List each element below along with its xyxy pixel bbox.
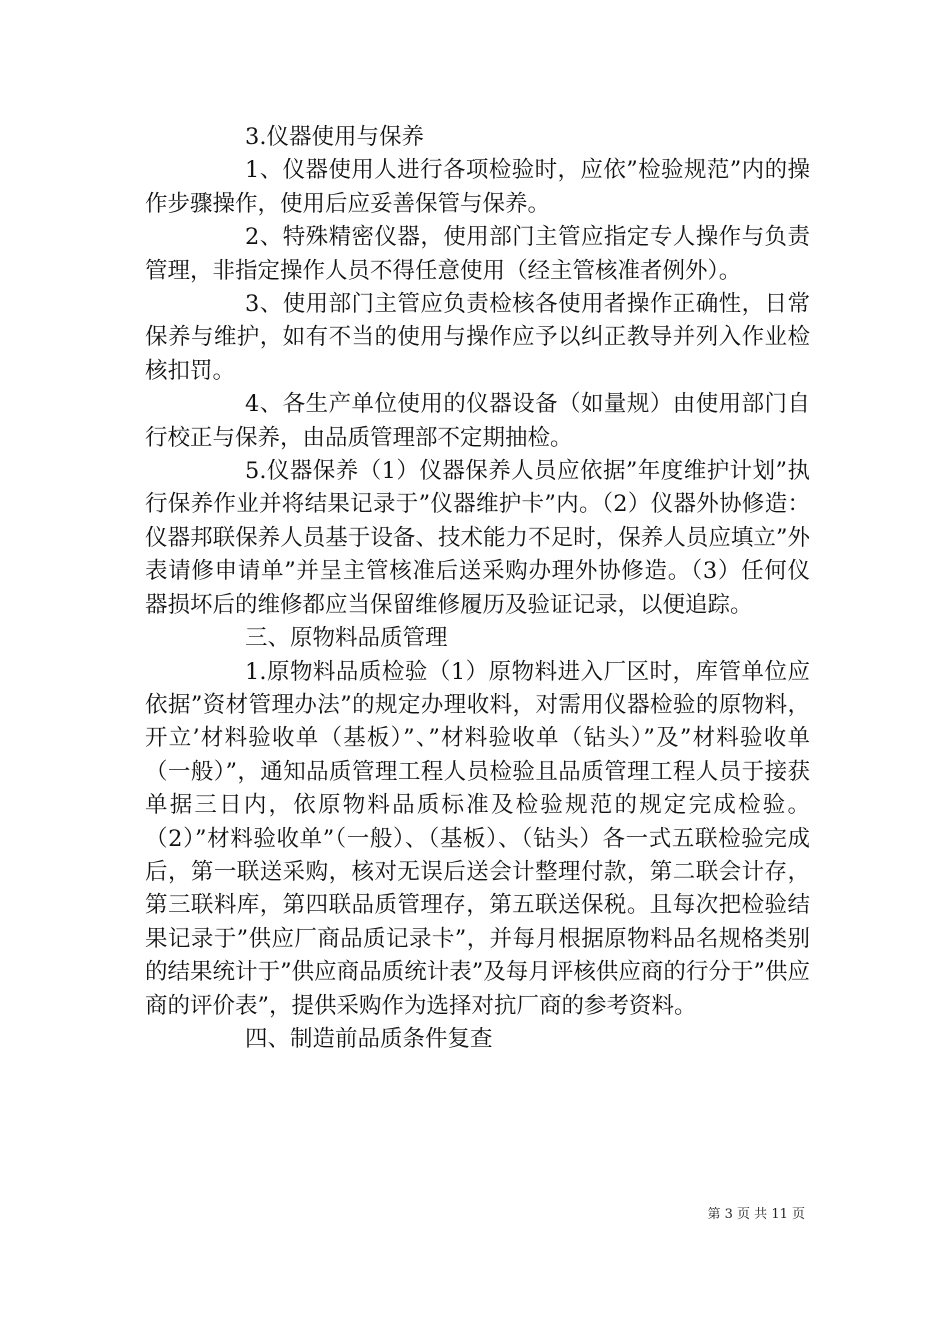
- paragraph-4: 4、各生产单位使用的仪器设备（如量规）由使用部门自行校正与保养，由品质管理部不定期抽检。: [145, 391, 810, 451]
- paragraph-2: 2、特殊精密仪器，使用部门主管应指定专人操作与负责管理，非指定操作人员不得任意使用（经主管核准者例外）。: [145, 224, 810, 284]
- paragraph-5: 5.仪器保养（1）仪器保养人员应依据”年度维护计划”执行保养作业并将结果记录于”仪器维护卡”内。（2）仪器外协修造：仪器邦联保养人员基于设备、技术能力不足时，保养人员应填立”外表请修申请单”并呈主管核准后送采购办理外协修造。（3）任何仪器损坏后的维修都应当保留维修履历及验证记录，以便追踪。: [145, 458, 810, 618]
- section-heading-raw-materials: 三、原物料品质管理: [245, 625, 448, 652]
- document-body: [145, 121, 810, 1056]
- section-heading-pre-manufacturing: 四、制造前品质条件复查: [245, 1025, 493, 1052]
- paragraph-1: 1、仪器使用人进行各项检验时，应依”检验规范”内的操作步骤操作，使用后应妥善保管与保养。: [145, 157, 810, 217]
- page-number: 第 3 页 共 11 页: [707, 1207, 805, 1222]
- paragraph-3: 3、使用部门主管应负责检核各使用者操作正确性，日常保养与维护，如有不当的使用与操作应予以纠正教导并列入作业检核扣罚。: [145, 291, 810, 384]
- section-heading-instrument-use: 3.仪器使用与保养: [245, 124, 424, 150]
- paragraph-raw-material-inspection: 1.原物料品质检验（1）原物料进入厂区时，库管单位应依据”资材管理办法”的规定办理收料，对需用仪器检验的原物料，开立’材料验收单（基板）”、”材料验收单（钻头）”及”材料验收单（一般）”，通知品质管理工程人员检验且品质管理工程人员于接获单据三日内，依原物料品质标准及检验规范的规定完成检验。（2）”材料验收单”（一般）、（基板）、（钻头）各一式五联检验完成后，第一联送采购，核对无误后送会计整理付款，第二联会计存，第三联料库，第四联品质管理存，第五联送保税。且每次把检验结果记录于”供应厂商品质记录卡”，并每月根据原物料品名规格类别的结果统计于”供应商品质统计表”及每月评核供应商的行分于”供应商的评价表”，提供采购作为选择对抗厂商的参考资料。: [145, 658, 810, 1019]
